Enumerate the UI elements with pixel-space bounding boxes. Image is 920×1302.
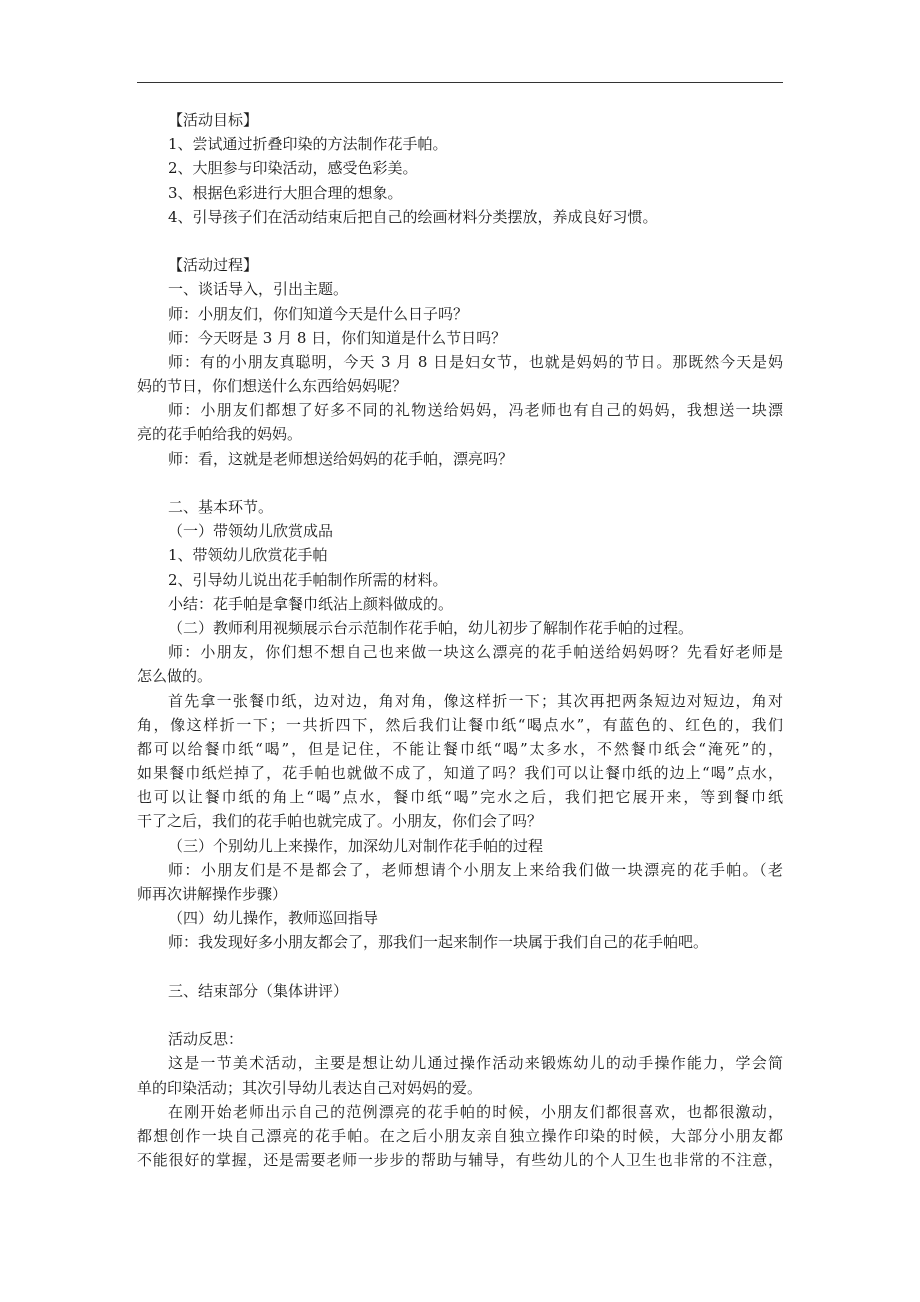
step-line: （三）个别幼儿上来操作，加深幼儿对制作花手帕的过程 [168, 836, 544, 855]
spacer [137, 955, 783, 979]
step-line: 首先拿一张餐巾纸，边对边，角对角，像这样折一下；其次再把两条短边对短边，角对 [168, 691, 783, 710]
goal-item-4: 4、引导孩子们在活动结束后把自己的绘画材料分类摆放，养成良好习惯。 [168, 207, 658, 226]
step-line: 都可以给餐巾纸“喝”，但是记住，不能让餐巾纸“喝”太多水，不然餐巾纸会“淹死”的， [137, 739, 783, 758]
step-line: 如果餐巾纸烂掉了，花手帕也就做不成了，知道了吗？我们可以让餐巾纸的边上“喝”点水， [137, 764, 783, 783]
spacer [137, 471, 783, 495]
step-line: 小结：花手帕是拿餐巾纸沾上颜料做成的。 [168, 594, 454, 613]
step-line: 师：小朋友，你们想不想自己也来做一块这么漂亮的花手帕送给妈妈呀？先看好老师是 [168, 643, 783, 662]
step-line: （一）带领幼儿欣赏成品 [168, 522, 334, 541]
part2-title: 二、基本环节。 [168, 498, 274, 516]
part1-title: 一、谈话导入，引出主题。 [168, 280, 349, 299]
spacer [137, 229, 783, 253]
goal-item-1: 1、尝试通过折叠印染的方法制作花手帕。 [168, 135, 448, 154]
document-body [137, 108, 783, 1172]
goals-heading: 【活动目标】 [168, 111, 259, 129]
step-line: 师：我发现好多小朋友都会了，那我们一起来制作一块属于我们自己的花手帕吧。 [168, 933, 709, 952]
reflection-line: 在刚开始老师出示自己的范例漂亮的花手帕的时候，小朋友们都很喜欢，也都很激动， [168, 1102, 783, 1121]
step-line: （二）教师利用视频展示台示范制作花手帕，幼儿初步了解制作花手帕的过程。 [168, 618, 694, 637]
step-line: 师：小朋友们是不是都会了，老师想请个小朋友上来给我们做一块漂亮的花手帕。（老 [168, 860, 783, 879]
dialogue-line: 亮的花手帕给我的妈妈。 [137, 425, 303, 444]
dialogue-line: 师：小朋友们都想了好多不同的礼物送给妈妈，冯老师也有自己的妈妈，我想送一块漂 [168, 401, 783, 420]
dialogue-line: 师：小朋友们，你们知道今天是什么日子吗？ [168, 304, 469, 323]
step-line: 1、带领幼儿欣赏花手帕 [168, 546, 328, 565]
dialogue-line: 师：今天呀是 3 月 8 日，你们知道是什么节日吗？ [168, 328, 507, 347]
step-line: 也可以让餐巾纸的角上“喝”点水，餐巾纸“喝”完水之后，我们把它展开来，等到餐巾纸 [137, 788, 783, 807]
reflection-line: 这是一节美术活动，主要是想让幼儿通过操作活动来锻炼幼儿的动手操作能力，学会简 [168, 1054, 783, 1073]
step-line: 师再次讲解操作步骤） [137, 885, 288, 903]
reflection-heading: 活动反思： [168, 1030, 244, 1049]
step-line: 干了之后，我们的花手帕也就完成了。小朋友，你们会了吗？ [137, 812, 543, 831]
step-line: 怎么做的。 [137, 667, 213, 686]
reflection-line: 单的印染活动；其次引导幼儿表达自己对妈妈的爱。 [137, 1078, 483, 1097]
dialogue-line: 师：有的小朋友真聪明，今天 3 月 8 日是妇女节，也就是妈妈的节日。那既然今天是妈 [168, 352, 783, 371]
reflection-line: 不能很好的掌握，还是需要老师一步步的帮助与辅导，有些幼儿的个人卫生也非常的不注意， [137, 1151, 783, 1170]
process-heading: 【活动过程】 [168, 256, 259, 275]
goal-item-2: 2、大胆参与印染活动，感受色彩美。 [168, 159, 418, 178]
goal-item-3: 3、根据色彩进行大胆合理的想象。 [168, 183, 403, 202]
step-line: （四）幼儿操作，教师巡回指导 [168, 909, 379, 928]
header-rule [137, 82, 783, 83]
dialogue-line: 妈的节日，你们想送什么东西给妈妈呢？ [137, 377, 408, 396]
step-line: 2、引导幼儿说出花手帕制作所需的材料。 [168, 570, 448, 589]
spacer [137, 1003, 783, 1027]
part3-title: 三、结束部分（集体讲评） [168, 981, 349, 1000]
step-line: 角，像这样折一下；一共折四下，然后我们让餐巾纸“喝点水”，有蓝色的、红色的，我们 [137, 715, 783, 734]
dialogue-line: 师：看，这就是老师想送给妈妈的花手帕，漂亮吗？ [168, 449, 514, 468]
reflection-line: 都想创作一块自己漂亮的花手帕。在之后小朋友亲自独立操作印染的时候，大部分小朋友都 [137, 1126, 783, 1145]
